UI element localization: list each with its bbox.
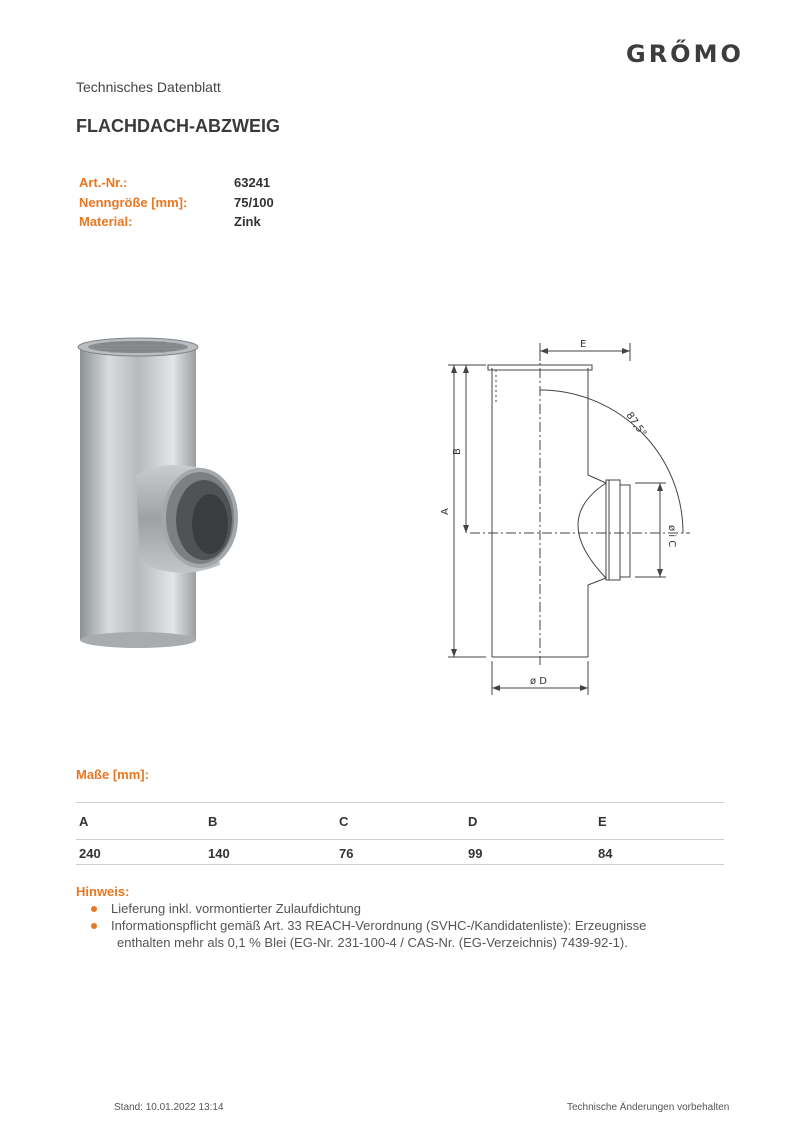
table-cell-d: 99 xyxy=(468,846,483,861)
table-cell-c: 76 xyxy=(339,846,354,861)
technical-drawing xyxy=(430,335,710,705)
document-type: Technisches Datenblatt xyxy=(76,79,221,95)
angle-label: 87,5° xyxy=(623,410,649,440)
table-bottom-rule xyxy=(76,864,724,865)
dim-label-a: A xyxy=(440,508,451,515)
spec-value-article: 63241 xyxy=(234,175,271,190)
table-header-e: E xyxy=(598,814,607,829)
table-header-a: A xyxy=(79,814,89,829)
spec-value-size: 75/100 xyxy=(234,195,274,210)
table-header-c: C xyxy=(339,814,349,829)
product-photo xyxy=(70,330,250,650)
table-cell-e: 84 xyxy=(598,846,613,861)
spec-value-material: Zink xyxy=(234,214,261,229)
page-title: FLACHDACH-ABZWEIG xyxy=(76,116,280,136)
dim-label-c: ø i C xyxy=(666,525,677,548)
notes-label: Hinweis: xyxy=(76,884,130,899)
table-cell-a: 240 xyxy=(79,846,101,861)
dim-label-b: B xyxy=(452,448,463,455)
spec-label-material: Material: xyxy=(79,214,133,229)
table-header-b: B xyxy=(208,814,218,829)
table-header-d: D xyxy=(468,814,478,829)
bullet-icon xyxy=(91,906,97,912)
brand-logo: GRŐMO xyxy=(626,40,744,68)
spec-label-size: Nenngröße [mm]: xyxy=(79,195,188,210)
note-item: Lieferung inkl. vormontierter Zulaufdichtung xyxy=(111,901,362,916)
bullet-icon xyxy=(91,923,97,929)
spec-label-article: Art.-Nr.: xyxy=(79,175,128,190)
table-top-rule xyxy=(76,802,724,803)
table-cell-b: 140 xyxy=(208,846,230,861)
dimensions-label: Maße [mm]: xyxy=(76,767,149,782)
footer-disclaimer: Technische Änderungen vorbehalten xyxy=(567,1102,730,1113)
note-item: Informationspflicht gemäß Art. 33 REACH-Verordnung (SVHC-/Kandidatenliste): Erzeugnisse xyxy=(111,918,647,933)
footer-stand: Stand: 10.01.2022 13:14 xyxy=(114,1102,224,1113)
dim-label-e: E xyxy=(580,339,587,350)
table-header-rule xyxy=(76,839,724,840)
dim-label-d: ø D xyxy=(530,676,547,687)
note-item-continuation: enthalten mehr als 0,1 % Blei (EG-Nr. 231-100-4 / CAS-Nr. (EG-Verzeichnis) 7439-92-1). xyxy=(117,935,628,950)
